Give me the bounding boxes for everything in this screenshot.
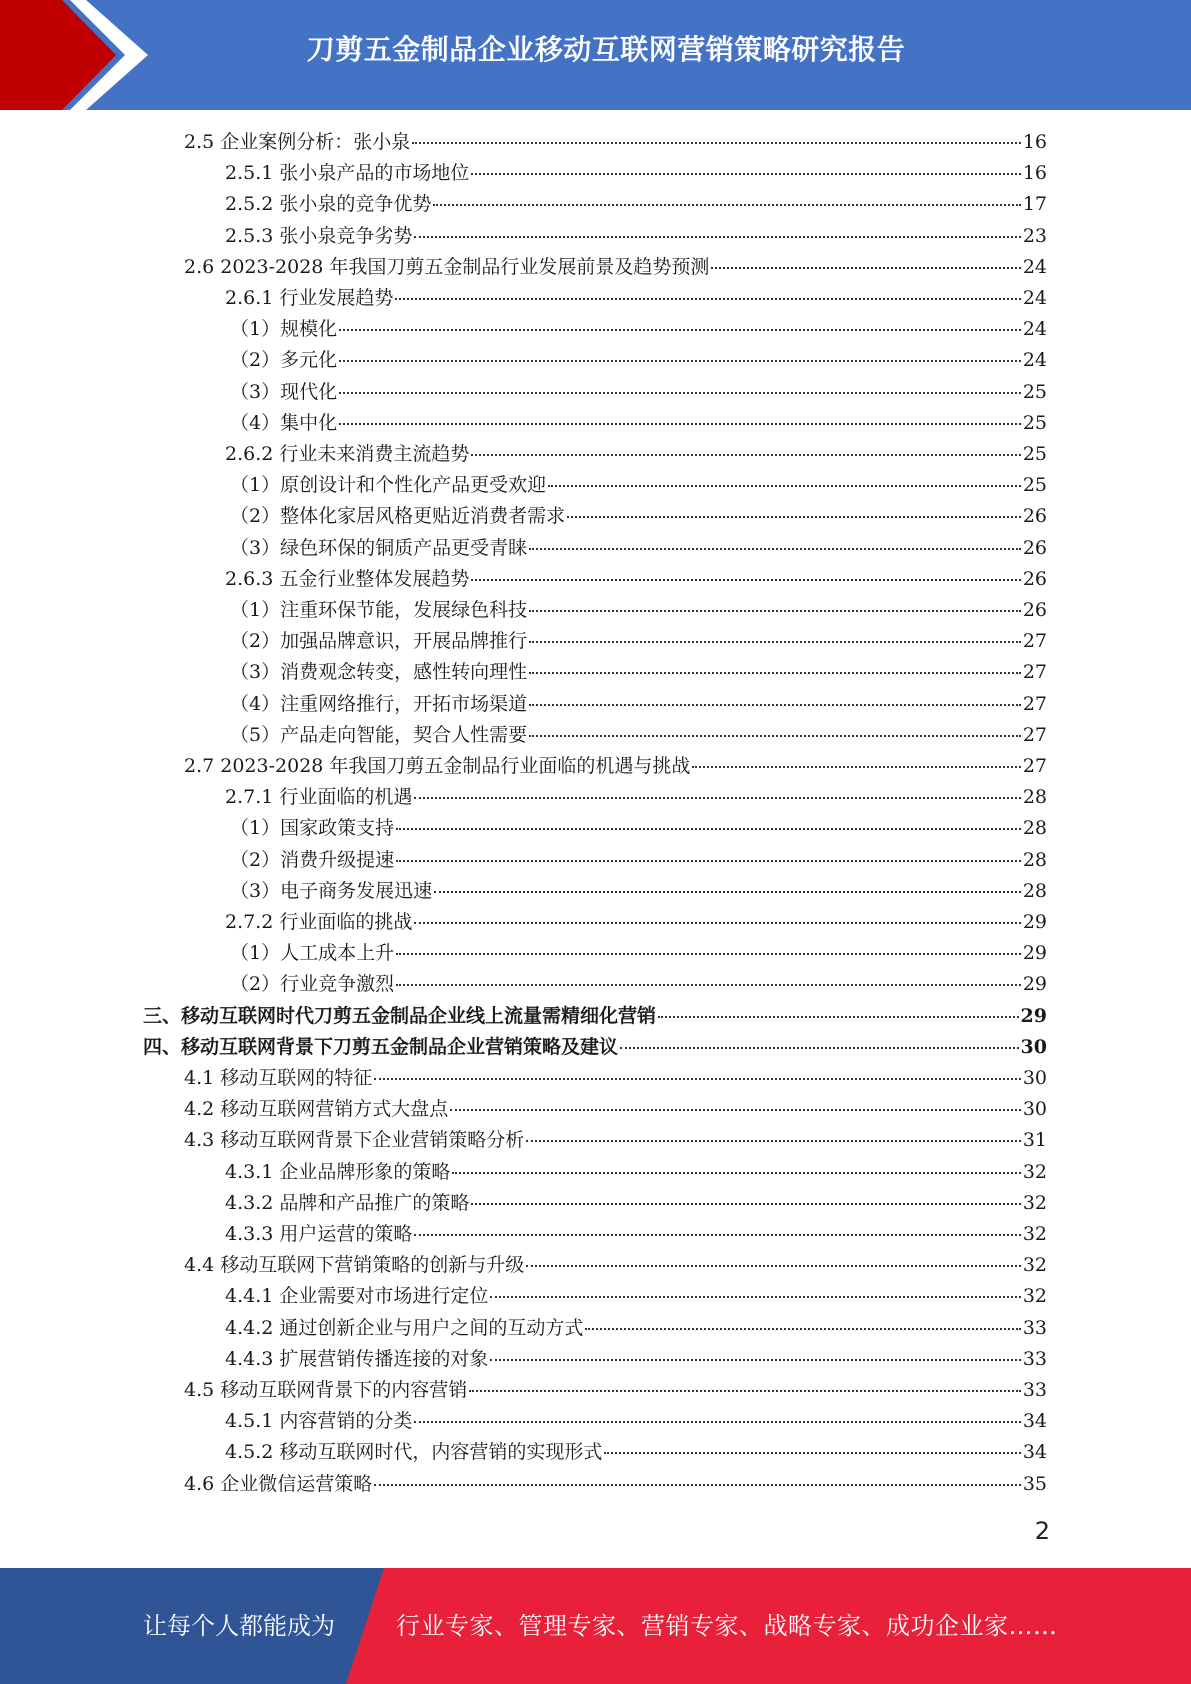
toc-entry[interactable]: [225, 283, 1047, 314]
toc-entry-page: 25: [1022, 474, 1047, 496]
toc-entry-page: 16: [1022, 162, 1047, 184]
toc-entry[interactable]: [184, 1375, 1047, 1406]
toc-entry[interactable]: [225, 782, 1047, 813]
toc-entry-title: 4.5 移动互联网背景下的内容营销: [184, 1379, 468, 1401]
toc-entry-page: 26: [1022, 505, 1047, 527]
toc-dot-leader: [374, 1484, 1021, 1486]
toc-entry-page: 33: [1022, 1348, 1047, 1370]
toc-entry[interactable]: [184, 1063, 1047, 1094]
toc-entry-title: 2.6.2 行业未来消费主流趋势: [225, 443, 470, 465]
toc-dot-leader: [711, 267, 1020, 269]
toc-entry-title: 2.6.3 五金行业整体发展趋势: [225, 568, 470, 590]
toc-dot-leader: [414, 922, 1020, 924]
toc-entry-title: （2）整体化家居风格更贴近消费者需求: [230, 505, 566, 527]
toc-entry-title: 4.4.1 企业需要对市场进行定位: [225, 1285, 489, 1307]
toc-entry[interactable]: [225, 1219, 1047, 1250]
toc-entry[interactable]: [225, 221, 1047, 252]
toc-entry-title: 4.6 企业微信运营策略: [184, 1473, 373, 1495]
toc-entry[interactable]: [225, 1157, 1047, 1188]
toc-entry[interactable]: [184, 252, 1047, 283]
toc-entry-title: 4.2 移动互联网营销方式大盘点: [184, 1098, 449, 1120]
toc-entry-title: （2）多元化: [230, 349, 338, 371]
toc-dot-leader: [529, 548, 1021, 550]
toc-entry-page: 27: [1022, 755, 1047, 777]
toc-dot-leader: [412, 142, 1021, 144]
toc-entry-page: 24: [1022, 287, 1047, 309]
toc-entry[interactable]: [230, 689, 1047, 720]
toc-dot-leader: [452, 1172, 1020, 1174]
toc-entry-title: 2.5.2 张小泉的竞争优势: [225, 193, 432, 215]
toc-entry[interactable]: [230, 408, 1047, 439]
toc-entry[interactable]: [225, 907, 1047, 938]
toc-entry-page: 30: [1022, 1067, 1047, 1089]
toc-entry-page: 27: [1022, 693, 1047, 715]
toc-dot-leader: [658, 1016, 1019, 1018]
toc-entry[interactable]: [184, 127, 1047, 158]
toc-entry-title: 2.5.3 张小泉竞争劣势: [225, 225, 413, 247]
toc-entry[interactable]: [230, 876, 1047, 907]
toc-dot-leader: [529, 641, 1021, 643]
toc-entry-page: 35: [1022, 1473, 1047, 1495]
toc-entry-page: 29: [1020, 1005, 1047, 1027]
toc-entry[interactable]: [225, 1281, 1047, 1312]
toc-dot-leader: [396, 860, 1021, 862]
toc-entry-page: 32: [1022, 1192, 1047, 1214]
toc-entry-title: 4.5.2 移动互联网时代，内容营销的实现形式: [225, 1441, 603, 1463]
toc-entry-title: （2）加强品牌意识，开展品牌推行: [230, 630, 528, 652]
toc-entry-title: （3）现代化: [230, 381, 338, 403]
toc-entry-page: 32: [1022, 1223, 1047, 1245]
toc-entry[interactable]: [230, 969, 1047, 1000]
toc-entry-title: 4.4 移动互联网下营销策略的创新与升级: [184, 1254, 525, 1276]
toc-entry-title: 2.5.1 张小泉产品的市场地位: [225, 162, 470, 184]
toc-entry-page: 30: [1022, 1098, 1047, 1120]
toc-entry[interactable]: [230, 813, 1047, 844]
header-band: [0, 0, 1191, 110]
toc-dot-leader: [339, 392, 1021, 394]
toc-entry-title: 2.6.1 行业发展趋势: [225, 287, 394, 309]
toc-entry-page: 24: [1022, 256, 1047, 278]
toc-entry[interactable]: [225, 1406, 1047, 1437]
toc-entry-page: 25: [1022, 412, 1047, 434]
toc-dot-leader: [450, 1109, 1021, 1111]
toc-dot-leader: [434, 891, 1021, 893]
toc-dot-leader: [490, 1296, 1020, 1298]
report-title: 刀剪五金制品企业移动互联网营销策略研究报告: [306, 33, 906, 66]
toc-entry-page: 26: [1022, 568, 1047, 590]
toc-entry-page: 25: [1022, 381, 1047, 403]
toc-dot-leader: [526, 1140, 1021, 1142]
toc-dot-leader: [490, 1359, 1020, 1361]
toc-entry[interactable]: [230, 533, 1047, 564]
toc-dot-leader: [471, 173, 1020, 175]
toc-entry[interactable]: [184, 1250, 1047, 1281]
toc-entry-page: 25: [1022, 443, 1047, 465]
toc-dot-leader: [529, 672, 1021, 674]
toc-entry-page: 17: [1022, 193, 1047, 215]
toc-dot-leader: [396, 953, 1021, 955]
toc-entry-title: 4.3 移动互联网背景下企业营销策略分析: [184, 1129, 525, 1151]
toc-entry-page: 34: [1022, 1441, 1047, 1463]
toc-entry[interactable]: [184, 1469, 1047, 1500]
toc-dot-leader: [469, 1390, 1021, 1392]
toc-entry[interactable]: [230, 470, 1047, 501]
toc-entry[interactable]: [225, 1313, 1047, 1344]
toc-dot-leader: [567, 516, 1021, 518]
toc-entry-title: （1）原创设计和个性化产品更受欢迎: [230, 474, 547, 496]
toc-entry-page: 29: [1022, 942, 1047, 964]
toc-entry[interactable]: [225, 1188, 1047, 1219]
toc-entry[interactable]: [230, 626, 1047, 657]
toc-entry-page: 29: [1022, 911, 1047, 933]
toc-entry-page: 31: [1022, 1129, 1047, 1151]
toc-entry[interactable]: [225, 1344, 1047, 1375]
toc-entry-title: （3）消费观念转变，感性转向理性: [230, 661, 528, 683]
toc-entry-title: 4.4.3 扩展营销传播连接的对象: [225, 1348, 489, 1370]
toc-entry-title: （3）电子商务发展迅速: [230, 880, 433, 902]
toc-entry-title: （2）消费升级提速: [230, 849, 395, 871]
toc-dot-leader: [529, 610, 1021, 612]
toc-dot-leader: [471, 454, 1020, 456]
toc-entry-title: （4）集中化: [230, 412, 338, 434]
toc-dot-leader: [396, 984, 1021, 986]
footer-band: [0, 1568, 1191, 1684]
toc-entry-title: 4.1 移动互联网的特征: [184, 1067, 373, 1089]
toc-dot-leader: [414, 1234, 1020, 1236]
toc-entry-title: （1）国家政策支持: [230, 817, 395, 839]
toc-entry-page: 28: [1022, 849, 1047, 871]
toc-entry-page: 26: [1022, 537, 1047, 559]
toc-dot-leader: [548, 485, 1021, 487]
toc-entry[interactable]: [184, 1125, 1047, 1156]
toc-entry-title: 4.3.2 品牌和产品推广的策略: [225, 1192, 470, 1214]
toc-entry-page: 28: [1022, 786, 1047, 808]
toc-dot-leader: [396, 828, 1021, 830]
toc-entry-page: 24: [1022, 318, 1047, 340]
toc-entry-page: 33: [1022, 1317, 1047, 1339]
toc-entry[interactable]: [230, 595, 1047, 626]
toc-entry-title: （3）绿色环保的铜质产品更受青睐: [230, 537, 528, 559]
toc-entry-page: 24: [1022, 349, 1047, 371]
toc-dot-leader: [529, 704, 1021, 706]
toc-dot-leader: [526, 1265, 1021, 1267]
toc-entry[interactable]: [225, 1437, 1047, 1468]
toc-entry-page: 30: [1020, 1036, 1047, 1058]
toc-entry[interactable]: [143, 1032, 1047, 1063]
toc-entry-page: 27: [1022, 724, 1047, 746]
toc-entry-title: 三、移动互联网时代刀剪五金制品企业线上流量需精细化营销: [143, 1005, 657, 1027]
toc-dot-leader: [414, 797, 1020, 799]
toc-entry-page: 23: [1022, 225, 1047, 247]
footer-slogan-right: 行业专家、管理专家、营销专家、战略专家、成功企业家……: [396, 1612, 1058, 1640]
toc-entry-page: 26: [1022, 599, 1047, 621]
toc-entry[interactable]: [225, 564, 1047, 595]
toc-entry-title: 2.7.2 行业面临的挑战: [225, 911, 413, 933]
toc-entry-page: 32: [1022, 1254, 1047, 1276]
toc-entry-page: 27: [1022, 661, 1047, 683]
toc-entry[interactable]: [230, 938, 1047, 969]
toc-entry-page: 27: [1022, 630, 1047, 652]
toc-dot-leader: [620, 1047, 1019, 1049]
toc-dot-leader: [339, 329, 1021, 331]
toc-dot-leader: [692, 766, 1020, 768]
toc-dot-leader: [471, 1203, 1020, 1205]
toc-entry-page: 32: [1022, 1161, 1047, 1183]
toc-dot-leader: [433, 204, 1020, 206]
toc-entry-title: （2）行业竞争激烈: [230, 973, 395, 995]
toc-dot-leader: [585, 1328, 1020, 1330]
toc-entry[interactable]: [184, 751, 1047, 782]
toc-entry-page: 28: [1022, 817, 1047, 839]
toc-dot-leader: [395, 298, 1020, 300]
toc-entry-title: （1）注重环保节能，发展绿色科技: [230, 599, 528, 621]
toc-entry[interactable]: [225, 158, 1047, 189]
toc-entry-title: 2.5 企业案例分析：张小泉: [184, 131, 411, 153]
toc-entry[interactable]: [225, 189, 1047, 220]
toc-entry-page: 29: [1022, 973, 1047, 995]
toc-dot-leader: [414, 236, 1020, 238]
toc-entry[interactable]: [230, 501, 1047, 532]
toc-entry[interactable]: [230, 345, 1047, 376]
toc-entry-title: （1）人工成本上升: [230, 942, 395, 964]
toc-entry-title: （4）注重网络推行，开拓市场渠道: [230, 693, 528, 715]
toc-entry-title: 2.7.1 行业面临的机遇: [225, 786, 413, 808]
toc-entry[interactable]: [230, 657, 1047, 688]
toc-entry[interactable]: [230, 845, 1047, 876]
toc-entry[interactable]: [230, 720, 1047, 751]
toc-dot-leader: [604, 1452, 1020, 1454]
toc-entry[interactable]: [143, 1001, 1047, 1032]
toc-entry-page: 28: [1022, 880, 1047, 902]
toc-entry-title: 2.6 2023-2028 年我国刀剪五金制品行业发展前景及趋势预测: [184, 256, 710, 278]
toc-dot-leader: [414, 1421, 1020, 1423]
toc-entry[interactable]: [184, 1094, 1047, 1125]
toc-entry-title: 4.5.1 内容营销的分类: [225, 1410, 413, 1432]
toc-dot-leader: [471, 579, 1020, 581]
toc-entry-title: 4.3.1 企业品牌形象的策略: [225, 1161, 451, 1183]
toc-entry[interactable]: [230, 314, 1047, 345]
toc-entry[interactable]: [230, 377, 1047, 408]
toc-entry[interactable]: [225, 439, 1047, 470]
page-number: 2: [1034, 1517, 1050, 1545]
toc-entry-title: 4.3.3 用户运营的策略: [225, 1223, 413, 1245]
toc-entry-title: （1）规模化: [230, 318, 338, 340]
toc-dot-leader: [529, 735, 1021, 737]
toc-dot-leader: [374, 1078, 1021, 1080]
toc-entry-title: 2.7 2023-2028 年我国刀剪五金制品行业面临的机遇与挑战: [184, 755, 691, 777]
toc-entry-page: 34: [1022, 1410, 1047, 1432]
toc-entry-title: 4.4.2 通过创新企业与用户之间的互动方式: [225, 1317, 584, 1339]
toc-entry-title: 四、移动互联网背景下刀剪五金制品企业营销策略及建议: [143, 1036, 619, 1058]
toc-entry-page: 33: [1022, 1379, 1047, 1401]
toc-entry-page: 32: [1022, 1285, 1047, 1307]
toc-dot-leader: [339, 360, 1021, 362]
toc-entry-title: （5）产品走向智能，契合人性需要: [230, 724, 528, 746]
toc-entry-page: 16: [1022, 131, 1047, 153]
toc-dot-leader: [339, 423, 1021, 425]
footer-slogan-left: 让每个人都能成为: [143, 1612, 335, 1640]
